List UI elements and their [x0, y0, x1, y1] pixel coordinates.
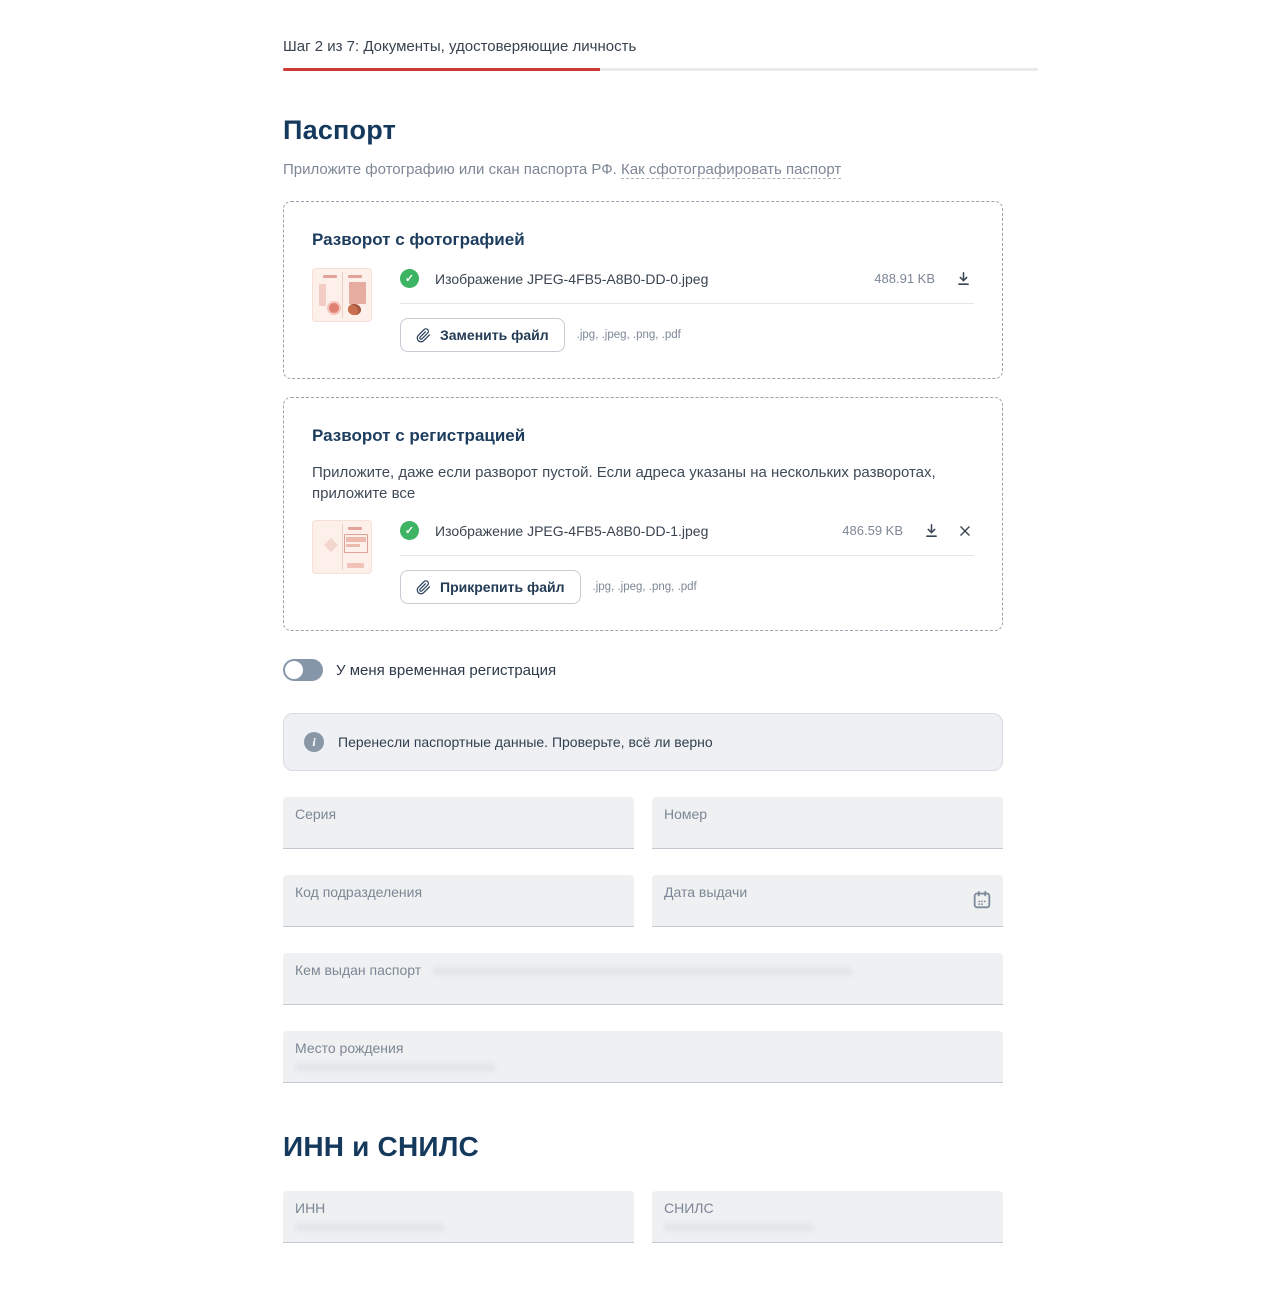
paperclip-icon: [416, 328, 431, 343]
progress-fill: [283, 68, 600, 71]
upload-main: [400, 268, 974, 352]
field-label: ИНН: [295, 1200, 326, 1216]
allowed-formats: .jpg, .jpeg, .png, .pdf: [592, 581, 697, 593]
issue-date-field[interactable]: [652, 875, 1003, 927]
success-check-icon: ✓: [400, 269, 419, 288]
file-name: Изображение JPEG-4FB5-A8B0-DD-0.jpeg: [435, 270, 709, 287]
attach-row: [400, 318, 974, 352]
remove-file-button[interactable]: [956, 522, 974, 540]
file-size: 488.91 KB: [874, 271, 935, 286]
toggle-knob: [285, 661, 303, 679]
redacted-value: [295, 1223, 445, 1232]
passport-subtitle: [283, 160, 1038, 179]
step-label: Шаг 2 из 7: Документы, удостоверяющие личность: [283, 38, 637, 55]
upload-card-photo-spread: [283, 201, 1003, 379]
file-name: Изображение JPEG-4FB5-A8B0-DD-1.jpeg: [435, 522, 709, 539]
replace-file-label: Заменить файл: [440, 327, 549, 343]
progress-bar: [283, 68, 1038, 71]
field-label: Дата выдачи: [664, 884, 748, 900]
info-banner: [283, 713, 1003, 771]
info-icon: i: [304, 732, 324, 752]
attach-file-label: Прикрепить файл: [440, 579, 565, 595]
file-size: 486.59 KB: [842, 523, 903, 538]
temp-registration-row: [283, 659, 1038, 681]
paperclip-icon: [416, 580, 431, 595]
upload-card-title: Разворот с регистрацией: [312, 426, 526, 445]
attach-file-button[interactable]: [400, 570, 581, 604]
uploaded-file-row: [400, 268, 974, 304]
uploaded-file-row: [400, 520, 974, 556]
number-field[interactable]: [652, 797, 1003, 849]
replace-file-button[interactable]: [400, 318, 565, 352]
success-check-icon: ✓: [400, 521, 419, 540]
download-file-button[interactable]: [921, 520, 942, 541]
field-row-1: [283, 797, 1003, 849]
redacted-value: [433, 967, 853, 976]
calendar-icon[interactable]: [971, 889, 993, 911]
passport-photo-thumbnail: [312, 268, 372, 322]
issued-by-field[interactable]: [283, 953, 1003, 1005]
passport-registration-thumbnail: [312, 520, 372, 574]
division-code-field[interactable]: [283, 875, 634, 927]
series-field[interactable]: [283, 797, 634, 849]
toggle-label: У меня временная регистрация: [336, 661, 557, 679]
field-label: Кем выдан паспорт: [295, 962, 422, 978]
info-banner-text: Перенесли паспортные данные. Проверьте, всё ли верно: [338, 734, 713, 750]
birth-place-field[interactable]: [283, 1031, 1003, 1083]
field-label: Код подразделения: [295, 884, 423, 900]
subtitle-text: Приложите фотографию или скан паспорта РФ.: [283, 161, 617, 178]
field-label: Место рождения: [295, 1040, 404, 1056]
close-icon: [958, 524, 972, 538]
upload-card-title: Разворот с фотографией: [312, 230, 525, 249]
field-label: Серия: [295, 806, 337, 822]
field-row-3: [283, 953, 1003, 1005]
field-row-5: [283, 1191, 1003, 1243]
field-row-2: [283, 875, 1003, 927]
page-title: Паспорт: [283, 115, 396, 145]
temp-registration-toggle[interactable]: [283, 659, 323, 681]
upload-body: [312, 520, 974, 604]
download-icon: [923, 522, 940, 539]
upload-body: [312, 268, 974, 352]
allowed-formats: .jpg, .jpeg, .png, .pdf: [576, 329, 681, 341]
download-icon: [955, 270, 972, 287]
field-label: СНИЛС: [664, 1200, 714, 1216]
redacted-value: [664, 1223, 814, 1232]
field-row-4: [283, 1031, 1003, 1083]
snils-field[interactable]: [652, 1191, 1003, 1243]
attach-row: [400, 570, 974, 604]
redacted-value: [295, 1063, 495, 1072]
download-file-button[interactable]: [953, 268, 974, 289]
field-label: Номер: [664, 806, 708, 822]
upload-main: [400, 520, 974, 604]
content-column: [283, 0, 1038, 1243]
upload-card-registration-spread: [283, 397, 1003, 631]
inn-snils-title: ИНН и СНИЛС: [283, 1131, 479, 1162]
upload-card-description: Приложите, даже если разворот пустой. Если адреса указаны на нескольких разворотах, приложите все: [312, 464, 936, 502]
how-to-photo-link[interactable]: Как сфотографировать паспорт: [621, 161, 842, 178]
inn-field[interactable]: [283, 1191, 634, 1243]
